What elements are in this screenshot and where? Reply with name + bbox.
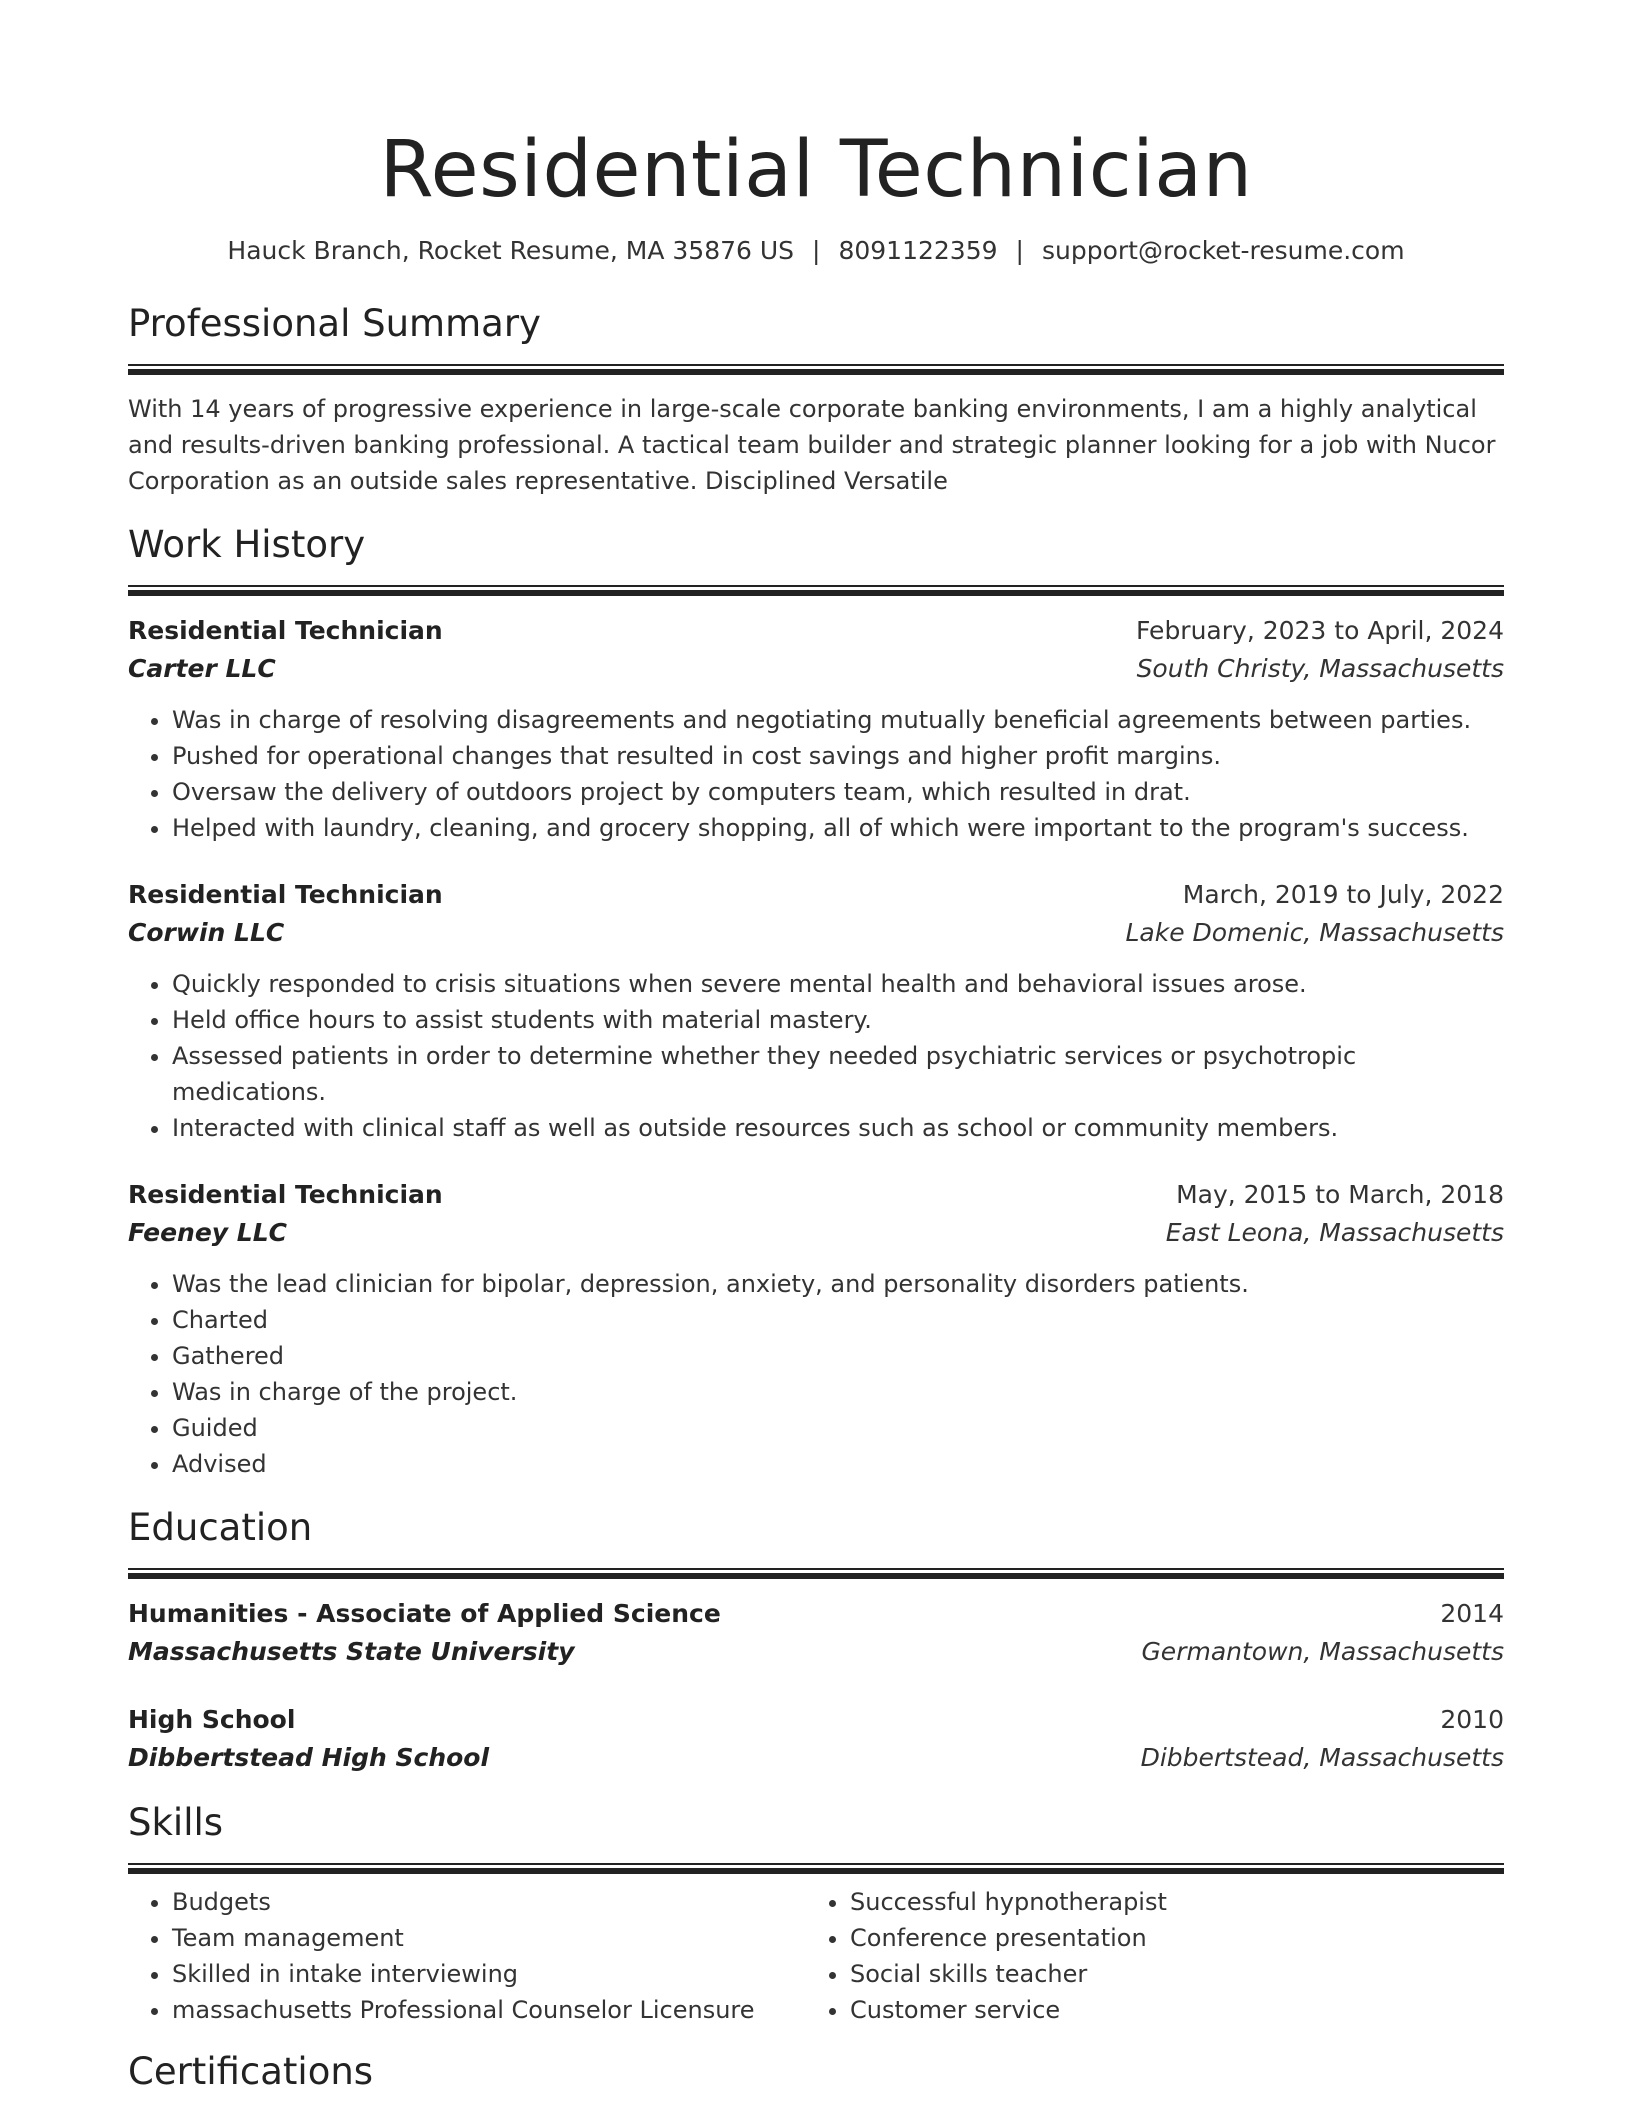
job-entry xyxy=(128,876,1504,1146)
degree-title: High School xyxy=(128,1705,296,1734)
list-item: • Advised xyxy=(172,1446,1504,1482)
job-duties-list xyxy=(128,702,1504,846)
degree-title: Humanities - Associate of Applied Science xyxy=(128,1599,721,1628)
education-entry xyxy=(128,1701,1504,1777)
contact-line xyxy=(128,234,1504,268)
skills-column-right xyxy=(806,1884,1484,2028)
list-item: • Successful hypnotherapist xyxy=(850,1884,1484,1920)
job-dates: March, 2019 to July, 2022 xyxy=(1182,880,1504,909)
list-item: • Team management xyxy=(172,1920,806,1956)
certifications-section xyxy=(128,2048,1504,2096)
skills-section xyxy=(128,1799,1504,2028)
job-dates: May, 2015 to March, 2018 xyxy=(1176,1180,1504,1209)
job-location: South Christy, Massachusetts xyxy=(1136,654,1504,683)
list-item: • Customer service xyxy=(850,1992,1484,2028)
school-name: Dibbertstead High School xyxy=(128,1743,490,1772)
job-duties-list xyxy=(128,1266,1504,1482)
list-item: • Quickly responded to crisis situations when severe mental health and behavioral issues arose. xyxy=(172,966,1504,1002)
section-divider xyxy=(128,1863,1504,1874)
school-location: Dibbertstead, Massachusetts xyxy=(1140,1743,1504,1772)
section-title-summary: Professional Summary xyxy=(128,302,541,345)
list-item: • Gathered xyxy=(172,1338,1504,1374)
contact-separator: | xyxy=(812,236,821,265)
list-item: • Guided xyxy=(172,1410,1504,1446)
resume-page xyxy=(128,0,1504,2096)
job-entry xyxy=(128,612,1504,846)
job-entry xyxy=(128,1176,1504,1482)
list-item: • Interacted with clinical staff as well as outside resources such as school or community members. xyxy=(172,1110,1504,1146)
job-duties-list xyxy=(128,966,1504,1146)
list-item: • Social skills teacher xyxy=(850,1956,1484,1992)
list-item: • Skilled in intake interviewing xyxy=(172,1956,806,1992)
skills-columns xyxy=(128,1884,1504,2028)
list-item: • Was in charge of the project. xyxy=(172,1374,1504,1410)
job-dates: February, 2023 to April, 2024 xyxy=(1136,616,1504,645)
section-divider xyxy=(128,1568,1504,1579)
section-divider xyxy=(128,364,1504,375)
education-entry xyxy=(128,1595,1504,1671)
list-item: • Oversaw the delivery of outdoors project by computers team, which resulted in drat. xyxy=(172,774,1504,810)
list-item: • Was in charge of resolving disagreements and negotiating mutually beneficial agreements between parties. xyxy=(172,702,1504,738)
list-item: • Pushed for operational changes that resulted in cost savings and higher profit margins. xyxy=(172,738,1504,774)
list-item: • Was the lead clinician for bipolar, depression, anxiety, and personality disorders patients. xyxy=(172,1266,1504,1302)
job-title: Residential Technician xyxy=(128,880,443,909)
job-title: Residential Technician xyxy=(128,616,443,645)
section-divider xyxy=(128,585,1504,596)
job-title: Residential Technician xyxy=(128,1180,443,1209)
list-item: • Helped with laundry, cleaning, and grocery shopping, all of which were important to the program's success. xyxy=(172,810,1504,846)
section-title-work-history: Work History xyxy=(128,523,366,566)
list-item: • Assessed patients in order to determine whether they needed psychiatric services or psychotropic medications. xyxy=(172,1038,1504,1110)
work-history-section xyxy=(128,521,1504,1482)
job-company: Corwin LLC xyxy=(128,918,285,947)
school-location: Germantown, Massachusetts xyxy=(1141,1637,1504,1666)
list-item: • massachusetts Professional Counselor Licensure xyxy=(172,1992,806,2028)
contact-email[interactable]: support@rocket-resume.com xyxy=(1041,236,1405,265)
job-company: Feeney LLC xyxy=(128,1218,288,1247)
education-section xyxy=(128,1504,1504,1777)
list-item: • Budgets xyxy=(172,1884,806,1920)
graduation-year: 2010 xyxy=(1440,1705,1504,1734)
section-title-certifications: Certifications xyxy=(128,2050,374,2093)
candidate-name: Residential Technician xyxy=(379,125,1253,215)
contact-phone: 8091122359 xyxy=(838,236,998,265)
job-location: East Leona, Massachusetts xyxy=(1165,1218,1504,1247)
skills-column-left xyxy=(128,1884,806,2028)
job-company: Carter LLC xyxy=(128,654,276,683)
skills-list xyxy=(128,1884,806,2028)
job-location: Lake Domenic, Massachusetts xyxy=(1125,918,1504,947)
list-item: • Charted xyxy=(172,1302,1504,1338)
graduation-year: 2014 xyxy=(1440,1599,1504,1628)
list-item: • Held office hours to assist students with material mastery. xyxy=(172,1002,1504,1038)
section-title-skills: Skills xyxy=(128,1801,224,1844)
list-item: • Conference presentation xyxy=(850,1920,1484,1956)
section-title-education: Education xyxy=(128,1506,313,1549)
skills-list xyxy=(806,1884,1484,2028)
contact-separator: | xyxy=(1015,236,1024,265)
summary-section xyxy=(128,300,1504,499)
school-name: Massachusetts State University xyxy=(128,1637,575,1666)
contact-address: Hauck Branch, Rocket Resume, MA 35876 US xyxy=(227,236,795,265)
summary-text: With 14 years of progressive experience in large-scale corporate banking environments, I am a highly analytical and results-driven banking professional. A tactical team builder and strategic planner looking for a job with Nucor Corporation as an outside sales representative. Disciplined Versatile xyxy=(128,395,1496,495)
